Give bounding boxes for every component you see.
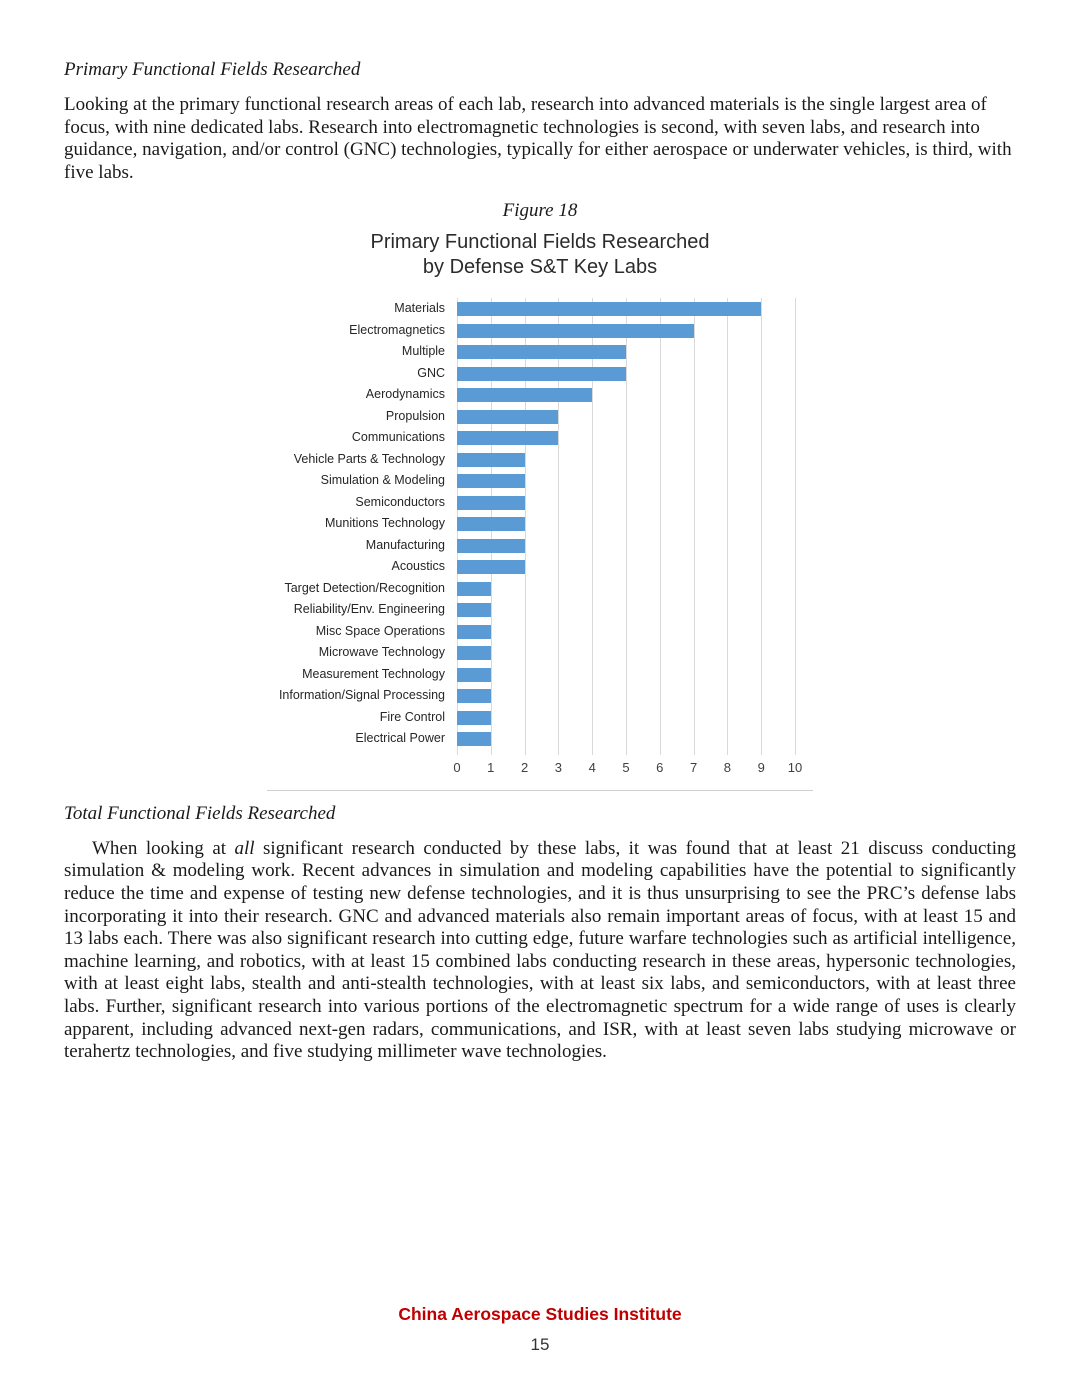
chart-plot-area [267,298,813,755]
chart-bars-plot [457,298,795,755]
bar [457,646,491,660]
category-label: Microwave Technology [318,645,445,660]
bar-row [457,298,795,320]
x-axis-tick-9: 9 [757,759,765,775]
bar-row [457,707,795,729]
chart-bottom-border [267,790,813,791]
bar [457,410,558,424]
x-axis-tick-8: 8 [723,759,732,775]
category-label: Fire Control [379,709,445,724]
bar [457,431,558,445]
bar [457,302,761,316]
body-paragraph-1: Looking at the primary functional research areas of each lab, research into advanced materials is the single largest area of focus, with nine dedicated labs. Research into electromagnetic technologies is second, with seven labs, and research into guidance, navigation, and/or control (GNC) technologies, typically for either aerospace or underwater vehicles, is third, with five labs. [64,94,1012,183]
bar-row [457,427,795,449]
body-paragraph-2 [64,838,1016,1064]
bar-row [457,685,795,707]
bar-row [457,470,795,492]
bar [457,711,491,725]
category-label: Reliability/Env. Engineering [293,602,445,617]
bar-row [457,556,795,578]
bar-row [457,492,795,514]
x-axis-tick-0: 0 [453,759,461,775]
bar-row [457,728,795,750]
section-heading-primary-functional-fields: Primary Functional Fields Researched [64,59,361,80]
category-label: Electromagnetics [349,322,445,337]
category-label: Vehicle Parts & Technology [293,451,445,466]
category-label: Measurement Technology [302,666,445,681]
category-label: Target Detection/Recognition [284,580,445,595]
page-number: 15 [530,1335,550,1354]
bar-row [457,363,795,385]
paragraph-2-text-after: significant research conducted by these labs, it was found that at least 21 discuss conducting simulation & modeling work. Recent advances in simulation and modeling capabilities have the potential to significantly reduce the time and expense of testing new defense technologies, and it is thus unsurprising to see the PRC’s defense labs incorporating it into their research. GNC and advanced materials also remain important areas of focus, with at least 15 and 13 labs each. There was also significant research into cutting edge, future warfare technologies such as artificial intelligence, machine learning, and robotics, with at least 15 combined labs conducting research in these areas, hypersonic technologies, with at least eight labs, stealth and anti-stealth technologies, with at least six labs, and semiconductors, with at least three labs. Further, significant research into various portions of the electromagnetic spectrum for a wide range of uses is clearly apparent, including advanced next-gen radars, communications, and ISR, with at least seven labs studying microwave or terahertz technologies, and five studying millimeter wave technologies. [64,837,1016,1063]
category-label: Munitions Technology [325,516,445,531]
category-label: Information/Signal Processing [278,688,445,703]
paragraph-2-text-before: When looking at [92,837,235,859]
bar-chart [267,298,813,791]
x-axis-tick-2: 2 [520,759,529,775]
category-label: Materials [394,301,445,316]
bar [457,474,525,488]
category-label: Manufacturing [365,537,445,552]
category-label: Semiconductors [355,494,445,509]
bar [457,496,525,510]
bar [457,517,525,531]
category-label: Multiple [401,344,445,359]
bar-row [457,449,795,471]
bar [457,668,491,682]
chart-title [64,230,1016,280]
category-label: Acoustics [391,559,445,574]
bar-row [457,535,795,557]
page-footer [0,1304,1080,1355]
x-axis-tick-10: 10 [787,759,803,775]
bar [457,388,592,402]
section-heading-total-functional-fields: Total Functional Fields Researched [64,802,336,824]
bar [457,732,491,746]
x-axis-tick-3: 3 [554,759,563,775]
x-axis-tick-7: 7 [689,759,698,775]
bar [457,582,491,596]
gridline-x-10 [795,298,796,755]
bar-row [457,664,795,686]
bar-row [457,513,795,535]
footer-organization: China Aerospace Studies Institute [398,1304,682,1324]
category-label: Misc Space Operations [315,623,445,638]
chart-title-line1: Primary Functional Fields Researched [370,231,710,254]
bar-row [457,384,795,406]
x-axis-tick-4: 4 [588,759,596,775]
category-label: Electrical Power [355,731,445,746]
bar-row [457,578,795,600]
category-label: Propulsion [385,408,445,423]
bar [457,539,525,553]
bar [457,560,525,574]
bar-row [457,406,795,428]
bar [457,367,626,381]
bar [457,689,491,703]
bar-row [457,642,795,664]
bar-row [457,320,795,342]
figure-18 [64,199,1016,791]
x-axis-tick-5: 5 [622,759,630,775]
category-label: Simulation & Modeling [320,473,445,488]
bar-row [457,341,795,363]
x-axis-tick-1: 1 [487,759,495,775]
chart-title-line2: by Defense S&T Key Labs [422,256,658,279]
bar-row [457,621,795,643]
chart-x-axis [453,759,803,778]
bar [457,603,491,617]
category-label: Aerodynamics [365,387,445,402]
bar [457,324,694,338]
category-label: GNC [417,365,445,380]
bar-row [457,599,795,621]
paragraph-2-emphasis: all [234,837,255,859]
chart-category-labels [267,298,457,755]
category-label: Communications [351,430,445,445]
bar [457,625,491,639]
figure-caption: Figure 18 [502,200,578,222]
bar [457,453,525,467]
x-axis-tick-6: 6 [656,759,664,775]
bar [457,345,626,359]
